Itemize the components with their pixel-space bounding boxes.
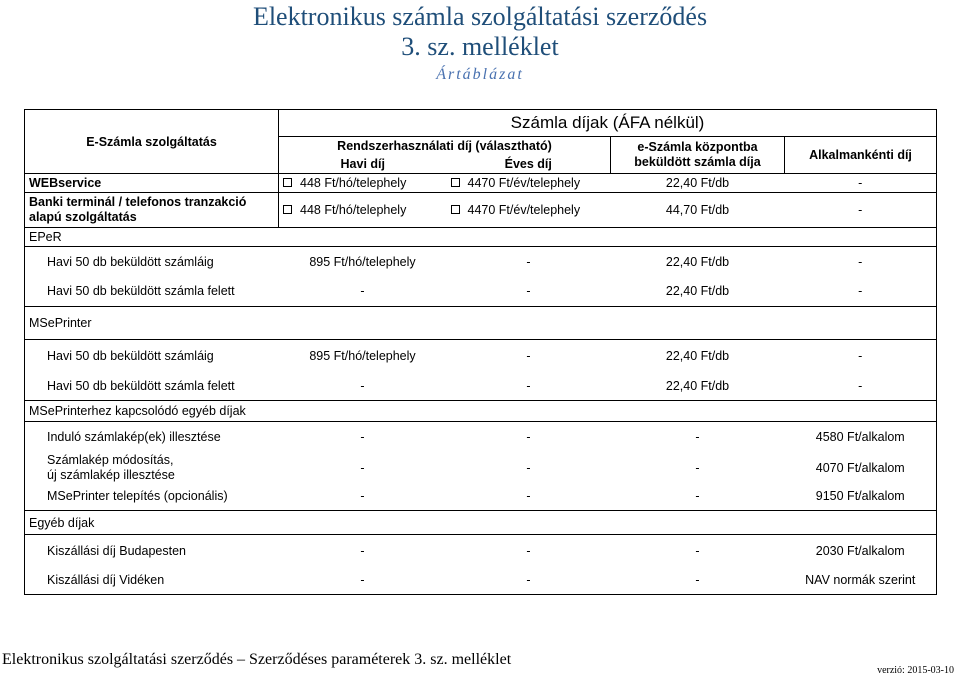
- header-usage-fee: Rendszerhasználati díj (választható): [279, 137, 611, 155]
- header-central-fee: e-Számla központba beküldött számla díja: [611, 137, 785, 174]
- cell-value: -: [785, 372, 937, 401]
- header-provider: E-Számla szolgáltatás: [25, 110, 279, 174]
- cell-value: -: [526, 489, 531, 504]
- cell-value: 895 Ft/hó/telephely: [309, 254, 416, 269]
- cell-value: -: [360, 543, 365, 558]
- section-label: EPeR: [25, 228, 937, 247]
- table-row: [25, 247, 937, 277]
- table-row: [25, 567, 937, 595]
- row-label: MSePrinter telepítés (opcionális): [25, 483, 279, 511]
- cell-value: -: [360, 284, 365, 299]
- cell-value: 44,70 Ft/db: [611, 193, 785, 228]
- row-label: Havi 50 db beküldött számláig: [25, 340, 279, 372]
- cell-value: -: [526, 284, 531, 299]
- table-row: [25, 483, 937, 511]
- section-label: Egyéb díjak: [25, 511, 937, 535]
- cell-value: -: [785, 277, 937, 307]
- row-label-line: Számlakép módosítás,: [47, 452, 174, 467]
- cell-value: -: [360, 460, 365, 475]
- cell-value: -: [785, 193, 937, 228]
- section-label: MSePrinterhez kapcsolódó egyéb díjak: [25, 401, 937, 422]
- table-row: [25, 277, 937, 307]
- table-row: [25, 174, 937, 193]
- cell-value: 4470 Ft/év/telephely: [467, 176, 581, 190]
- cell-value: 4580 Ft/alkalom: [785, 422, 937, 453]
- cell-value: 4470 Ft/év/telephely: [467, 203, 581, 217]
- version-label: verzió: 2015-03-10: [877, 665, 954, 676]
- cell-value: -: [360, 378, 365, 393]
- row-label: Kiszállási díj Budapesten: [25, 535, 279, 567]
- cell-value: NAV normák szerint: [785, 567, 937, 595]
- row-label: [25, 453, 279, 483]
- cell-value: 2030 Ft/alkalom: [785, 535, 937, 567]
- checkbox-icon[interactable]: [451, 178, 460, 187]
- cell-value: -: [279, 567, 447, 595]
- checkbox-icon[interactable]: [451, 205, 460, 214]
- cell-value: 448 Ft/hó/telephely: [300, 176, 407, 190]
- cell-value: 22,40 Ft/db: [665, 378, 730, 393]
- document-title: Elektronikus számla szolgáltatási szerződés: [252, 2, 708, 31]
- cell-value: 9150 Ft/alkalom: [785, 483, 937, 511]
- checkbox-icon[interactable]: [283, 178, 292, 187]
- price-table: [24, 109, 937, 595]
- cell-value: -: [360, 489, 365, 504]
- row-label: Banki terminál / telefonos tranzakció alapú szolgáltatás: [25, 193, 279, 228]
- row-label: WEBservice: [25, 174, 279, 193]
- header-yearly: Éves díj: [447, 155, 611, 174]
- cell-value: -: [526, 348, 531, 363]
- row-label: Havi 50 db beküldött számla felett: [25, 277, 279, 307]
- table-row: [25, 372, 937, 401]
- cell-value: 22,40 Ft/db: [611, 174, 785, 193]
- cell-value: -: [526, 543, 531, 558]
- cell-value: -: [447, 567, 611, 595]
- table-row: [25, 535, 937, 567]
- section-title: Ártáblázat: [436, 66, 524, 83]
- cell-value: -: [526, 460, 531, 475]
- cell-value: -: [526, 254, 531, 269]
- cell-value: -: [526, 430, 531, 445]
- checkbox-icon[interactable]: [283, 205, 292, 214]
- cell-value: -: [695, 543, 700, 558]
- cell-value: 4070 Ft/alkalom: [785, 453, 937, 483]
- table-row: [25, 193, 937, 228]
- cell-value: -: [695, 460, 700, 475]
- row-label: Havi 50 db beküldött számláig: [25, 247, 279, 277]
- cell-value: -: [695, 430, 700, 445]
- header-fees-title: Számla díjak (ÁFA nélkül): [279, 110, 937, 137]
- table-row: [25, 422, 937, 453]
- row-label-line: új számlakép illesztése: [47, 467, 175, 482]
- cell-value: -: [526, 378, 531, 393]
- cell-value: -: [360, 430, 365, 445]
- row-label: Kiszállási díj Vidéken: [25, 567, 279, 595]
- page-footer: Elektronikus szolgáltatási szerződés – Szerződéses paraméterek 3. sz. melléklet: [2, 651, 512, 668]
- table-row: [25, 340, 937, 372]
- cell-value: -: [785, 174, 937, 193]
- section-label: MSePrinter: [25, 307, 937, 340]
- cell-value: 22,40 Ft/db: [665, 284, 730, 299]
- header-monthly: Havi díj: [279, 155, 447, 174]
- row-label: Havi 50 db beküldött számla felett: [25, 372, 279, 401]
- cell-value: -: [611, 567, 785, 595]
- cell-value: -: [785, 247, 937, 277]
- cell-value: -: [785, 340, 937, 372]
- cell-value: 22,40 Ft/db: [665, 254, 730, 269]
- row-label: Induló számlakép(ek) illesztése: [25, 422, 279, 453]
- cell-value: -: [695, 489, 700, 504]
- cell-value: 895 Ft/hó/telephely: [309, 348, 416, 363]
- header-per-use: Alkalmankénti díj: [785, 137, 937, 174]
- cell-value: 22,40 Ft/db: [665, 348, 730, 363]
- document-subtitle: 3. sz. melléklet: [401, 32, 559, 61]
- cell-value: 448 Ft/hó/telephely: [300, 203, 407, 217]
- table-row: [25, 453, 937, 483]
